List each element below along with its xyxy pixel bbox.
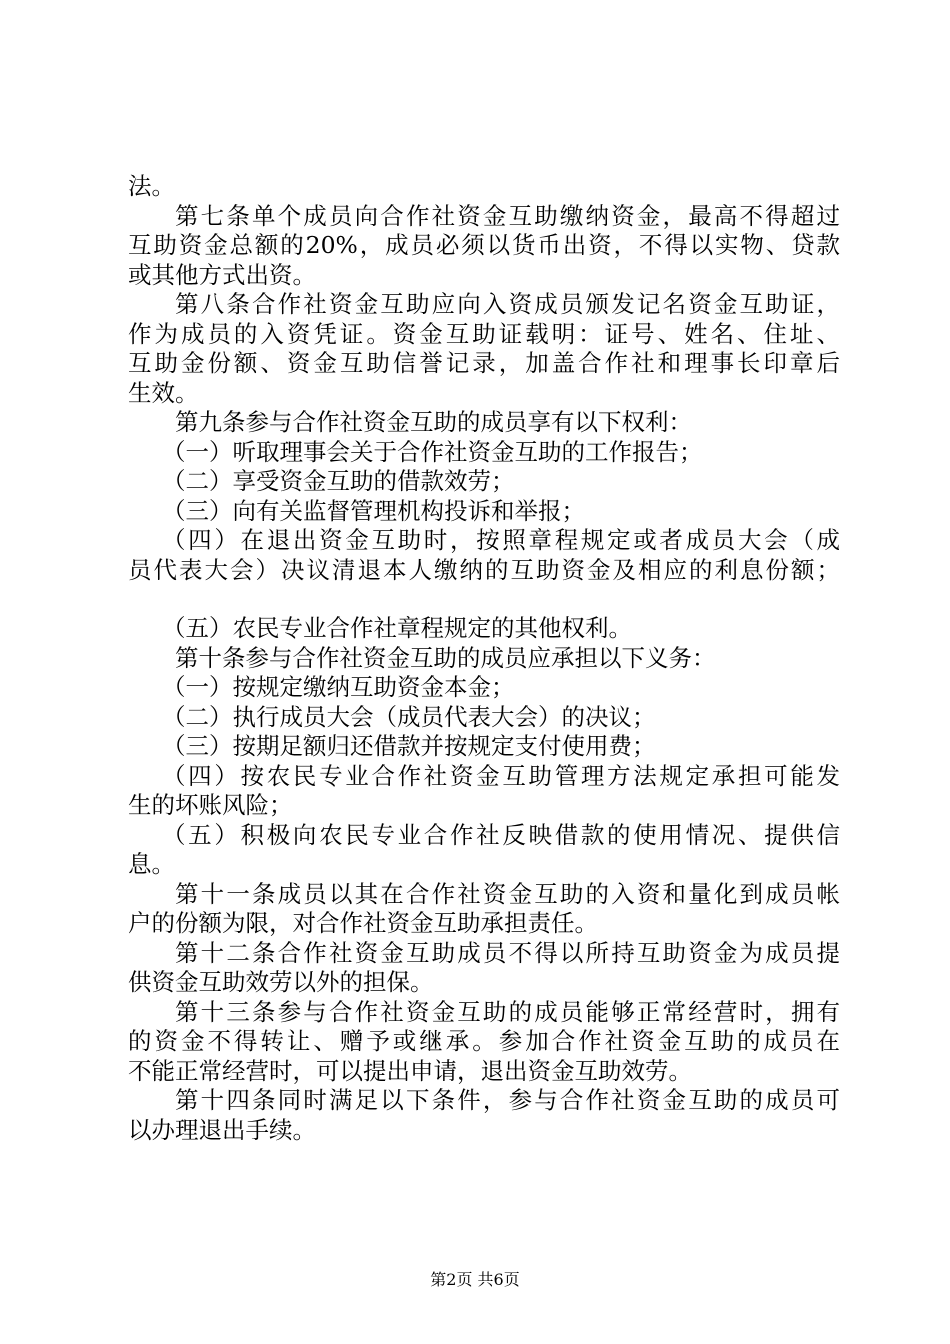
- list-item: （二）执行成员大会（成员代表大会）的决议；: [162, 702, 656, 731]
- list-item: （三）向有关监督管理机构投诉和举报；: [162, 496, 585, 525]
- list-item: （五）积极向农民专业合作社反映借款的使用情况、提供信: [162, 820, 840, 849]
- list-item-continued: 生的坏账风险；: [128, 791, 293, 819]
- page-footer: 第2页 共6页: [430, 1270, 520, 1289]
- article-8-line: 生效。: [128, 378, 199, 407]
- document-body: [128, 172, 840, 1145]
- article-13-line: 的资金不得转让、赠予或继承。参加合作社资金互助的成员在: [128, 1027, 840, 1055]
- article-13-line: 不能正常经营时，可以提出申请，退出资金互助效劳。: [128, 1056, 692, 1085]
- list-item: （五）农民专业合作社章程规定的其他权利。: [162, 614, 632, 642]
- list-item: （四）在退出资金互助时，按照章程规定或者成员大会（成: [162, 526, 840, 554]
- article-14-line: 以办理退出手续。: [128, 1115, 316, 1144]
- article-7-line: 或其他方式出资。: [128, 260, 316, 289]
- list-item: （一）听取理事会关于合作社资金互助的工作报告；: [162, 437, 703, 466]
- article-12-line: 供资金互助效劳以外的担保。: [128, 968, 434, 996]
- list-item: （四）按农民专业合作社资金互助管理方法规定承担可能发: [162, 761, 840, 790]
- list-item: （三）按期足额归还借款并按规定支付使用费；: [162, 732, 656, 760]
- article-10-line: 第十条参与合作社资金互助的成员应承担以下义务：: [175, 643, 716, 672]
- article-8-line: 作为成员的入资凭证。资金互助证载明：证号、姓名、住址、: [128, 319, 840, 348]
- article-8-line: 第八条合作社资金互助应向入资成员颁发记名资金互助证，: [175, 290, 840, 318]
- article-7-line: 互助资金总额的20%，成员必须以货币出资，不得以实物、贷款: [128, 231, 840, 259]
- article-14-line: 第十四条同时满足以下条件，参与合作社资金互助的成员可: [175, 1086, 840, 1114]
- article-9-line: 第九条参与合作社资金互助的成员享有以下权利：: [175, 408, 692, 436]
- text-line: 法。: [128, 172, 175, 200]
- paragraph-gap: [128, 585, 840, 614]
- list-item-continued: 息。: [128, 850, 175, 878]
- article-7-line: 第七条单个成员向合作社资金互助缴纳资金，最高不得超过: [175, 201, 840, 230]
- article-11-line: 第十一条成员以其在合作社资金互助的入资和量化到成员帐: [175, 879, 840, 908]
- article-8-line: 互助金份额、资金互助信誉记录，加盖合作社和理事长印章后: [128, 349, 840, 377]
- article-11-line: 户的份额为限，对合作社资金互助承担责任。: [128, 909, 598, 937]
- list-item: （二）享受资金互助的借款效劳；: [162, 467, 515, 495]
- list-item: （一）按规定缴纳互助资金本金；: [162, 673, 515, 701]
- list-item-continued: 员代表大会）决议清退本人缴纳的互助资金及相应的利息份额；: [128, 555, 840, 584]
- article-13-line: 第十三条参与合作社资金互助的成员能够正常经营时，拥有: [175, 997, 840, 1026]
- article-12-line: 第十二条合作社资金互助成员不得以所持互助资金为成员提: [175, 938, 840, 967]
